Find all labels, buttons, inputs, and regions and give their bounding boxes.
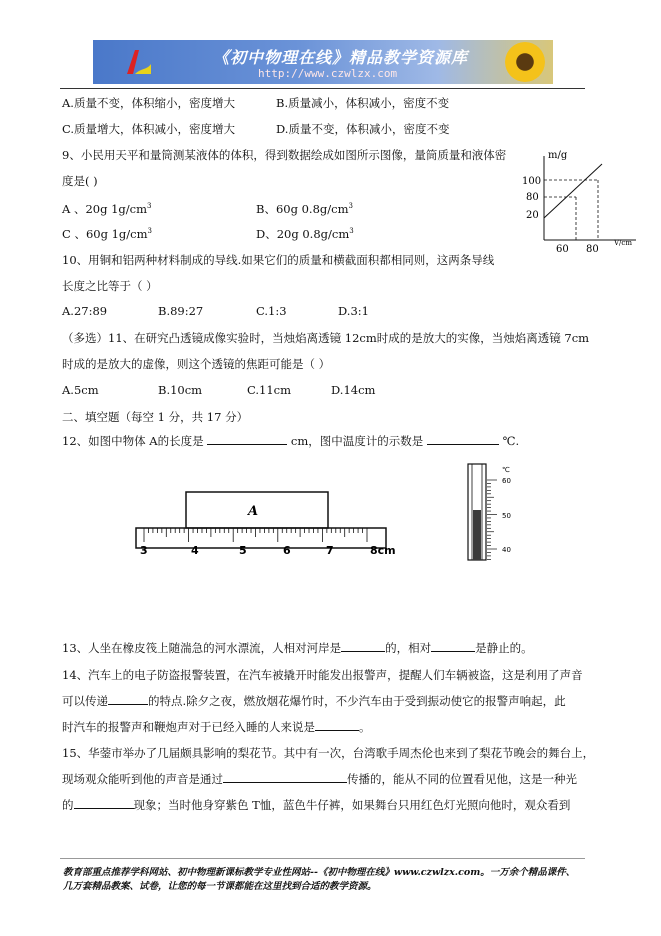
q10-stem-line2: 长度之比等于（ ） (62, 279, 158, 293)
footer-rule (60, 858, 585, 859)
mass-volume-graph (518, 148, 643, 256)
ruler-tick-label: 8cm (370, 544, 396, 557)
graph-x-tick: 60 (556, 244, 569, 255)
thermometer-tick-label: 60 (502, 477, 511, 485)
q15-line1: 15、华蓥市举办了几届颇具影响的梨花节。其中有一次，台湾歌手周杰伦也来到了梨花节晚会的舞台上， (62, 746, 595, 760)
q12-blank-length[interactable] (207, 433, 287, 445)
footer-line2: 几万套精品教案、试卷，让您的每一节课都能在这里找到合适的教学资源。 (63, 881, 377, 892)
q8-option-b: B.质量减小，体积减小，密度不变 (276, 96, 450, 110)
q10-option-a: A.27:89 (62, 304, 108, 318)
q10-stem-line1: 10、用铜和铝两种材料制成的导线.如果它们的质量和横截面积都相同则，这两条导线 (62, 253, 495, 267)
q9-option-c: C 、60g $1g/cm^3$ (62, 227, 152, 241)
q15-blank-1[interactable] (223, 771, 347, 783)
graph-y-tick: 80 (526, 192, 539, 203)
graph-y-tick: 20 (526, 210, 539, 221)
q10-option-d: D.3:1 (338, 304, 369, 318)
q11-stem-line2: 时成的是放大的虚像，则这个透镜的焦距可能是（ ） (62, 357, 331, 371)
q12-stem: 12、如图中物体 A的长度是 cm，图中温度计的示数是 ℃. (62, 434, 520, 448)
q13-stem: 13、人坐在橡皮筏上随湍急的河水漂流，人相对河岸是 的，相对 是静止的。 (62, 641, 533, 655)
q10-option-b: B.89:27 (158, 304, 204, 318)
q9-option-d: D、20g $0.8g/cm^3$ (256, 227, 354, 241)
footer-line1: 教育部重点推荐学科网站、初中物理新课标教学专业性网站--《初中物理在线》www.czwlzx.com。一万余个精品课件、 (63, 867, 576, 878)
ruler-tick-label: 7 (326, 544, 334, 557)
q14-blank-1[interactable] (108, 693, 148, 705)
ruler-tick-label: 3 (140, 544, 148, 557)
header-banner (93, 40, 553, 84)
ruler-body (136, 528, 386, 548)
section-heading-fill-in: 二、填空题（每空 1 分，共 17 分） (62, 410, 249, 424)
ruler-figure (130, 488, 410, 560)
q15-line2: 现场观众能听到他的声音是通过 传播的，能从不同的位置看见他，这是一种光 (62, 772, 577, 786)
q11-stem-line1: （多选）11、在研究凸透镜成像实验时，当烛焰离透镜 12cm时成的是放大的实像，当烛焰离透镜 7cm (62, 331, 590, 345)
q10-option-c: C.1:3 (256, 304, 287, 318)
q15-line3: 的 现象；当时他身穿紫色 T恤，蓝色牛仔裤，如果舞台只用红色灯光照向他时，观众看到 (62, 798, 571, 812)
thermometer-tick-label: 50 (502, 512, 511, 520)
q9-option-b: B、60g $0.8g/cm^3$ (256, 202, 353, 216)
site-logo-icon (123, 46, 153, 78)
q14-line1: 14、汽车上的电子防盗报警装置，在汽车被撬开时能发出报警声，提醒人们车辆被盗，这是利用了声音 (62, 668, 583, 682)
header-rule (60, 88, 585, 89)
q11-option-a: A.5cm (62, 383, 99, 397)
thermometer-liquid (473, 510, 481, 560)
graph-y-tick: 100 (522, 176, 542, 187)
header-title: 《初中物理在线》精品教学资源库 (213, 48, 469, 67)
q12-blank-temperature[interactable] (427, 433, 499, 445)
q11-option-c: C.11cm (247, 383, 292, 397)
q8-option-d: D.质量不变，体积减小，密度不变 (276, 122, 450, 136)
object-a-label: A (248, 504, 259, 519)
thermometer-tick-label: 40 (502, 546, 511, 554)
ruler-tick-label: 6 (283, 544, 291, 557)
ruler-tick-label: 5 (239, 544, 247, 557)
graph-x-tick: 80 (586, 244, 599, 255)
header-url[interactable]: http://www.czwlzx.com (258, 67, 398, 80)
q9-option-a: A 、20g $1g/cm^3$ (62, 202, 152, 216)
thermometer-unit: ℃ (502, 466, 510, 474)
thermometer-figure (462, 462, 522, 562)
graph-y-label: m/g (548, 150, 568, 161)
q13-blank-2[interactable] (431, 640, 475, 652)
q14-blank-2[interactable] (315, 719, 359, 731)
q9-stem-line2: 度是( ) (62, 174, 98, 188)
q11-option-d: D.14cm (331, 383, 376, 397)
q14-line3: 时汽车的报警声和鞭炮声对于已经入睡的人来说是 。 (62, 720, 371, 734)
q9-stem-line1: 9、小民用天平和量筒测某液体的体积，得到数据绘成如图所示图像，量筒质量和液体密 (62, 148, 507, 162)
q13-blank-1[interactable] (341, 640, 385, 652)
q8-option-c: C.质量增大，体积减小，密度增大 (62, 122, 236, 136)
sunflower-icon (505, 42, 545, 82)
q8-option-a: A.质量不变，体积缩小，密度增大 (62, 96, 235, 110)
q14-line2: 可以传递 的特点.除夕之夜，燃放烟花爆竹时，不少汽车由于受到振动使它的报警声响起，此 (62, 694, 566, 708)
ruler-tick-label: 4 (191, 544, 199, 557)
graph-x-label: V/cm (614, 239, 632, 247)
q15-blank-2[interactable] (74, 797, 134, 809)
q11-option-b: B.10cm (158, 383, 203, 397)
